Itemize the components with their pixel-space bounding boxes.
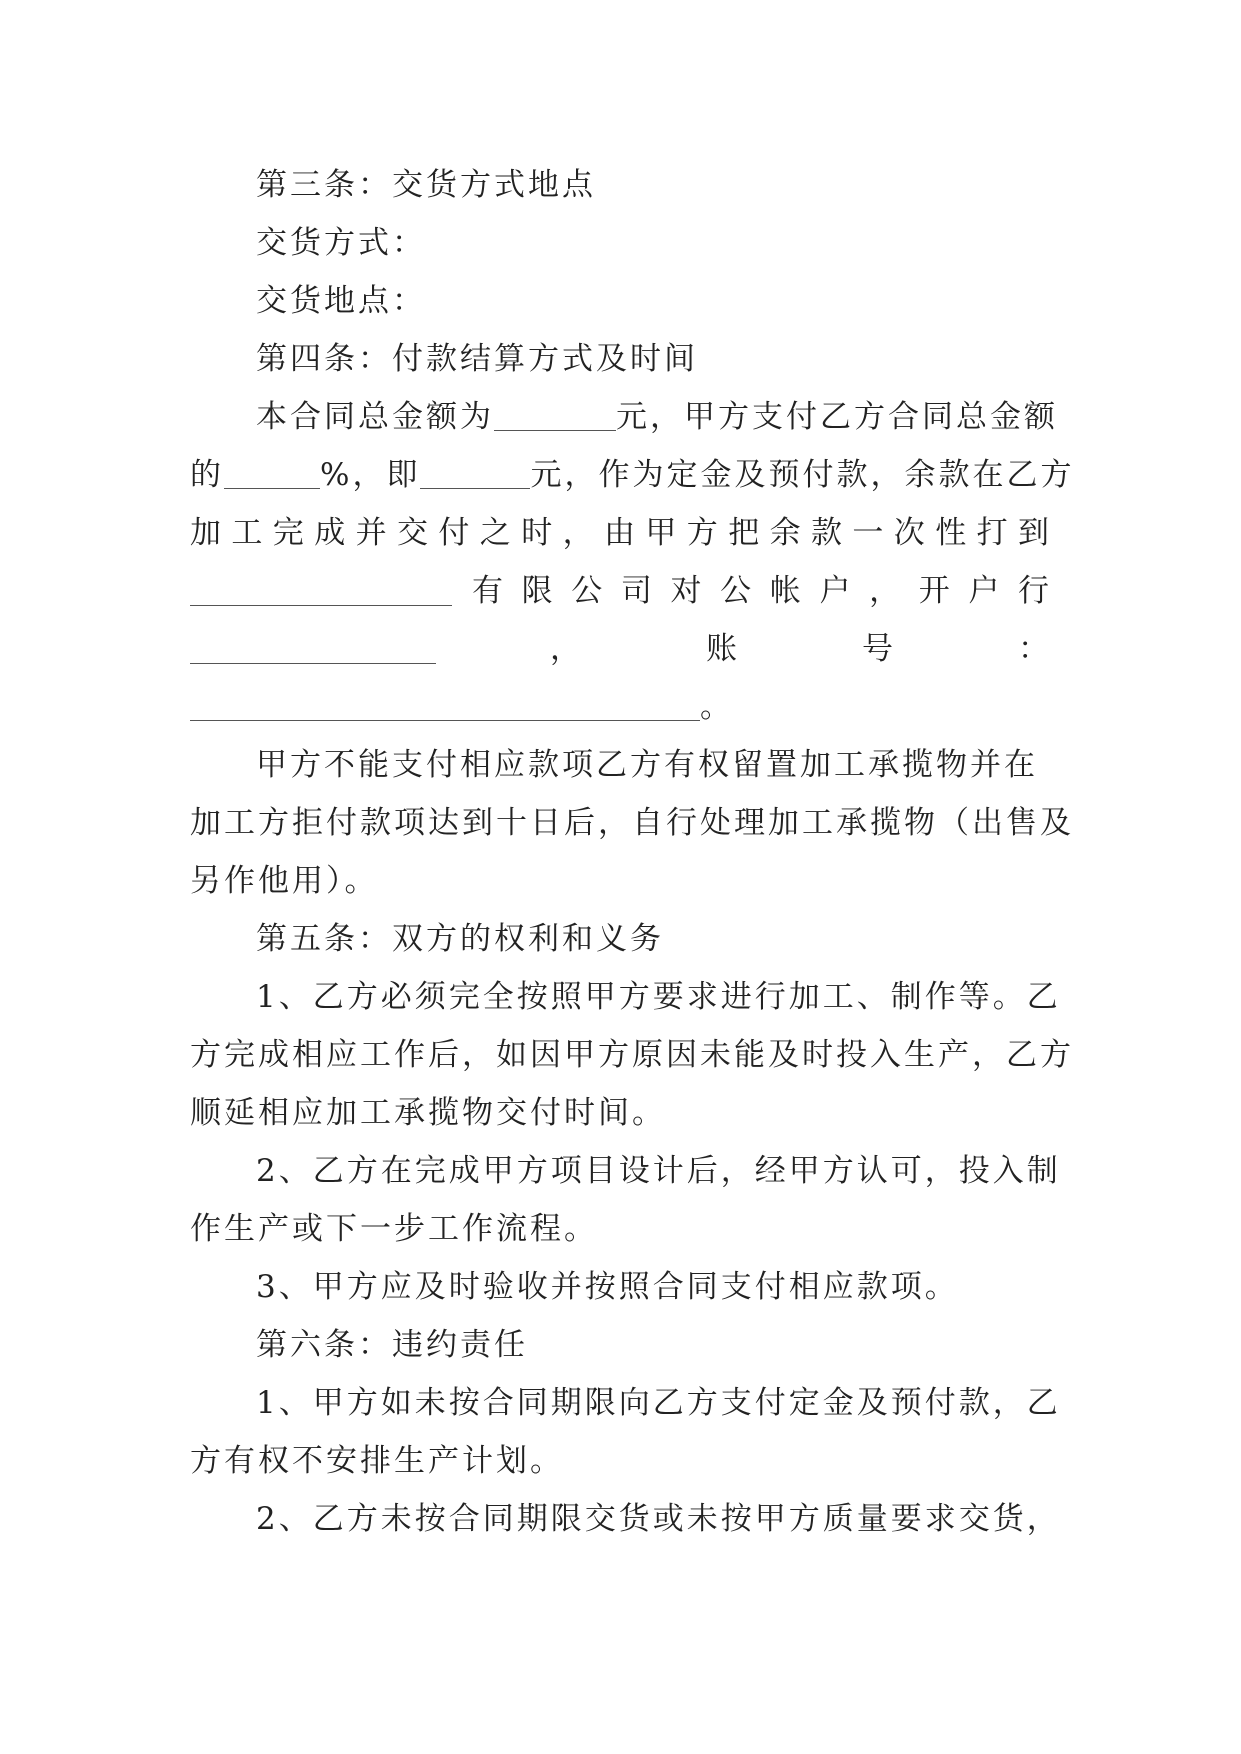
article-5-item-1-line-2: 方完成相应工作后，如因甲方原因未能及时投入生产，乙方 bbox=[190, 1037, 1074, 1073]
article-6-heading: 第六条：违约责任 bbox=[256, 1327, 528, 1363]
retention-paragraph-line-3: 另作他用）。 bbox=[190, 863, 379, 899]
text-segment: 。 bbox=[700, 689, 734, 725]
deposit-amount-blank bbox=[420, 460, 530, 489]
payment-paragraph-line-2 bbox=[190, 455, 1075, 495]
company-name-blank bbox=[190, 577, 452, 606]
total-amount-blank bbox=[494, 402, 616, 431]
article-5-item-1-line-1: 1、乙方必须完全按照甲方要求进行加工、制作等。乙 bbox=[256, 979, 1061, 1015]
article-6-item-1-line-1: 1、甲方如未按合同期限向乙方支付定金及预付款，乙 bbox=[256, 1385, 1061, 1421]
text-segment: 元，作为定金及预付款，余款在乙方 bbox=[530, 457, 1075, 493]
comma-text: ， bbox=[550, 631, 584, 667]
percent-blank bbox=[224, 460, 320, 489]
bank-name-blank bbox=[190, 635, 436, 664]
text-segment: 元，甲方支付乙方合同总金额 bbox=[616, 399, 1058, 435]
article-5-item-1-line-3: 顺延相应加工承揽物交付时间。 bbox=[190, 1095, 666, 1131]
account-number-blank bbox=[190, 692, 700, 721]
article-5-item-2-line-1: 2、乙方在完成甲方项目设计后，经甲方认可，投入制 bbox=[256, 1153, 1061, 1189]
delivery-place-line: 交货地点： bbox=[256, 283, 426, 319]
payment-paragraph-line-3: 加工完成并交付之时，由甲方把余款一次性打到 bbox=[190, 515, 1052, 551]
account-label-char-2: 号 bbox=[862, 631, 896, 667]
text-segment: %，即 bbox=[320, 457, 421, 493]
retention-paragraph-line-1: 甲方不能支付相应款项乙方有权留置加工承揽物并在 bbox=[256, 747, 1038, 783]
text-segment: 有限公司对公帐户，开户行 bbox=[472, 573, 1052, 609]
delivery-method-line: 交货方式： bbox=[256, 225, 426, 261]
account-label-char-1: 账 bbox=[706, 631, 740, 667]
article-3-heading: 第三条：交货方式地点 bbox=[256, 167, 596, 203]
colon-text: ： bbox=[1018, 631, 1052, 667]
article-6-item-1-line-2: 方有权不安排生产计划。 bbox=[190, 1443, 564, 1479]
article-6-item-2-line-1: 2、乙方未按合同期限交货或未按甲方质量要求交货， bbox=[256, 1501, 1061, 1537]
article-5-item-3-line-1: 3、甲方应及时验收并按照合同支付相应款项。 bbox=[256, 1269, 959, 1305]
text-segment: 的 bbox=[190, 457, 224, 493]
text-segment: 本合同总金额为 bbox=[256, 399, 494, 435]
article-5-heading: 第五条：双方的权利和义务 bbox=[256, 921, 664, 957]
payment-paragraph-line-1 bbox=[256, 397, 1058, 437]
retention-paragraph-line-2: 加工方拒付款项达到十日后，自行处理加工承揽物（出售及 bbox=[190, 805, 1074, 841]
payment-paragraph-line-6 bbox=[190, 687, 1052, 727]
article-5-item-2-line-2: 作生产或下一步工作流程。 bbox=[190, 1211, 598, 1247]
article-4-heading: 第四条：付款结算方式及时间 bbox=[256, 341, 698, 377]
